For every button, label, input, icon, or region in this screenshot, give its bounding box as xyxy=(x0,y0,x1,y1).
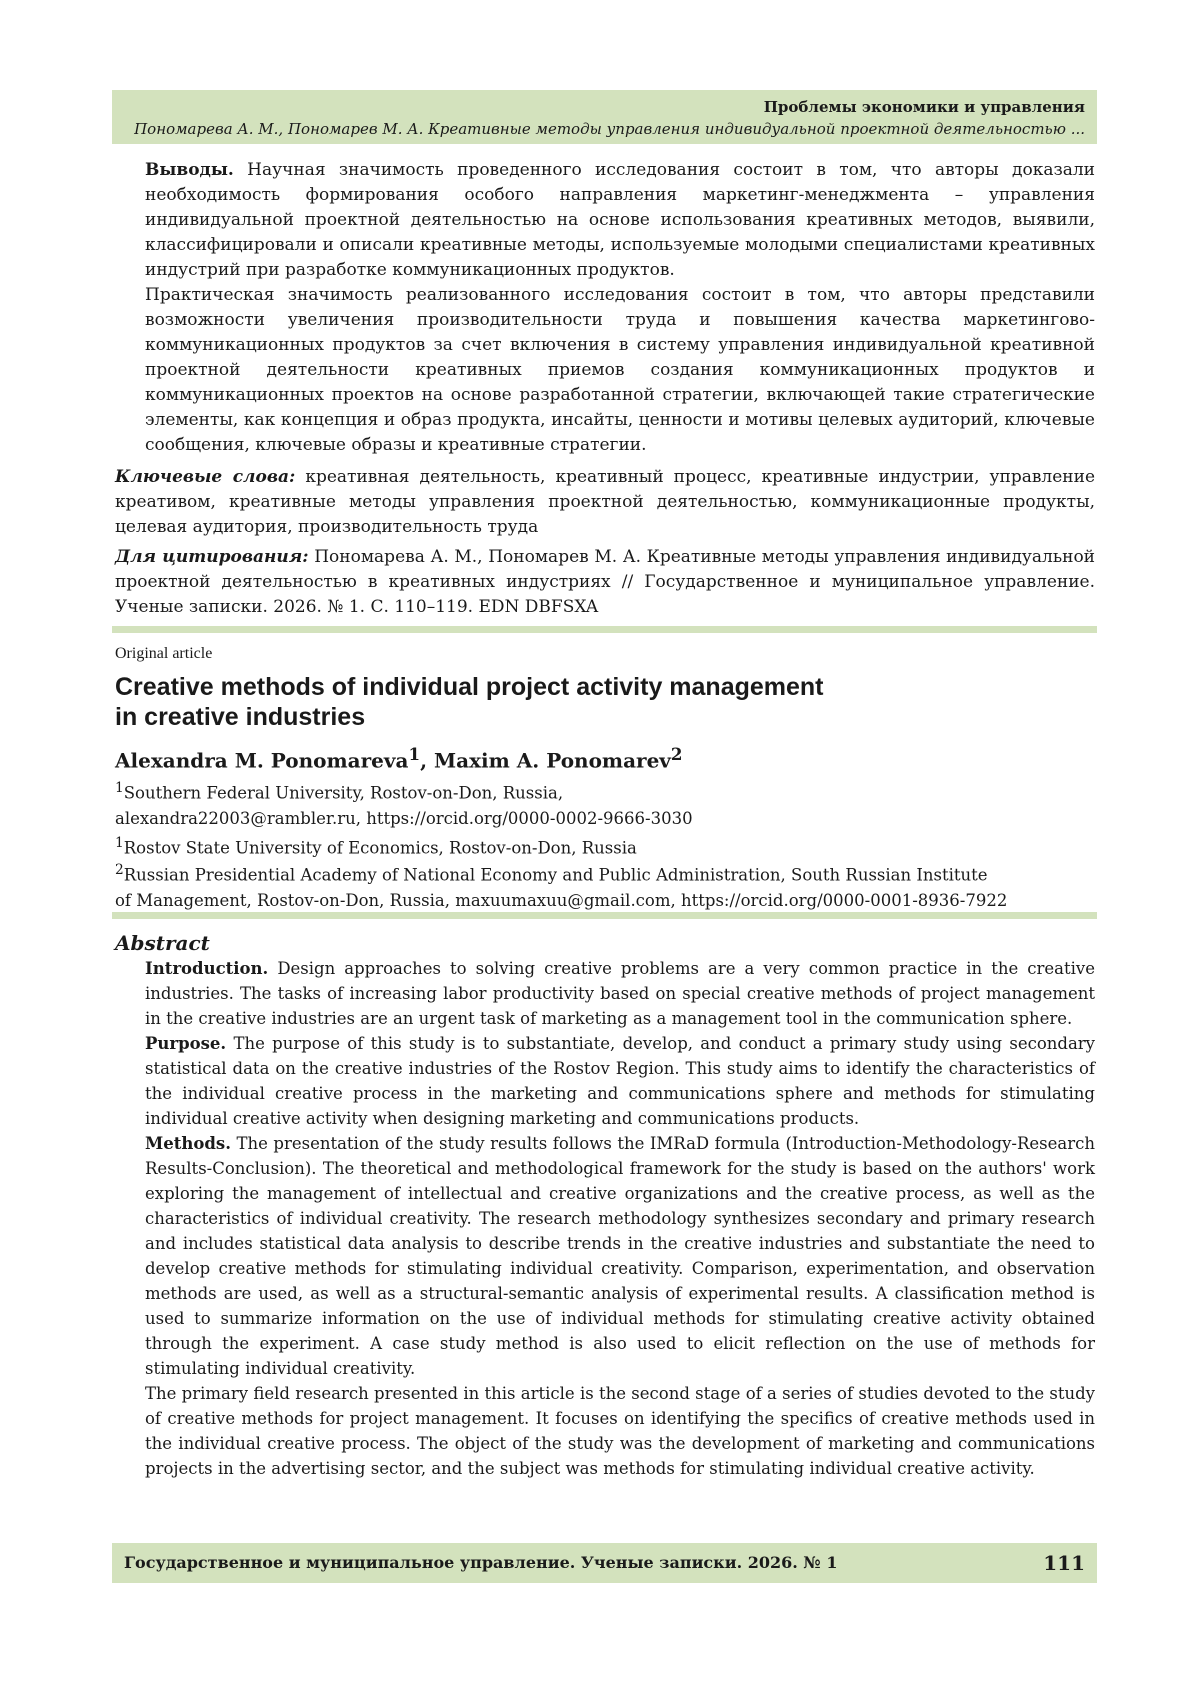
purpose-text: The purpose of this study is to substantiate, develop, and conduct a primary study using secondary statistical data on the creative industries of the Rostov Region. This study aims to identify the characteristics of the individual creative process in the marketing and communications sphere and methods for stimulating individual creative activity when designing marketing and communications products. xyxy=(145,1034,1095,1128)
purpose-label: Purpose. xyxy=(145,1034,227,1053)
running-header xyxy=(112,90,1097,144)
article-type: Original article xyxy=(115,645,213,662)
affiliation-2-sup: 2 xyxy=(115,862,124,878)
affiliation-1b xyxy=(115,831,1095,861)
title-line-1: Creative methods of individual project activity management xyxy=(115,673,824,701)
field-research-paragraph: The primary field research presented in this article is the second stage of a series of studies devoted to the study of creative methods for project management. It focuses on identifying the specifics of creative methods used in the individual creative process. The object of the study was the development of marketing and communications projects in the advertising sector, and the subject was methods for stimulating individual creative activity. xyxy=(145,1384,1095,1478)
practical-significance-paragraph: Практическая значимость реализованного исследования состоит в том, что авторы представили возможности увеличения производительности труда и повышения качества маркетингово-коммуникационных продуктов за счет включения в систему управления индивидуальной креативной проектной деятельности креативных приемов создания коммуникационных продуктов и коммуникационных проектов на основе разработанной стратегии, включающей такие стратегические элементы, как концепция и образ продукта, инсайты, ценности и мотивы целевых аудиторий, ключевые сообщения, ключевые образы и креативные стратегии. xyxy=(145,285,1095,455)
conclusions-paragraph xyxy=(145,158,1095,283)
affiliation-1-name: Southern Federal University, Rostov-on-Don, Russia, xyxy=(123,783,564,803)
introduction-label: Introduction. xyxy=(145,959,269,978)
affiliation-2-line-1 xyxy=(115,858,1095,888)
affiliation-1b-name: Rostov State University of Economics, Rostov-on-Don, Russia xyxy=(123,838,637,857)
title-line-2: in creative industries xyxy=(115,703,366,731)
russian-conclusions xyxy=(145,158,1095,458)
affiliation-1-sup: 1 xyxy=(115,780,124,796)
affiliation-2-name: Russian Presidential Academy of National Economy and Public Administration, South Russian Institute xyxy=(123,865,988,885)
methods-paragraph xyxy=(145,1131,1095,1381)
citation-paragraph xyxy=(115,545,1095,620)
affiliation-2 xyxy=(115,858,1095,913)
author-separator: , xyxy=(420,748,434,773)
keywords-label: Ключевые слова: xyxy=(115,467,296,487)
author-2: Maxim A. Ponomarev xyxy=(434,748,671,773)
affiliation-1-line-1 xyxy=(115,776,1095,806)
affiliation-1 xyxy=(115,776,1095,860)
introduction-text: Design approaches to solving creative problems are a very common practice in the creative industries. The tasks of increasing labor productivity based on special creative methods of project management in the creative industries are an urgent task of marketing as a management tool in the communication sphere. xyxy=(145,959,1095,1028)
journal-name: Проблемы экономики и управления xyxy=(763,98,1085,116)
page-footer xyxy=(112,1543,1097,1583)
section-divider-abstract xyxy=(112,912,1097,919)
author-1: Alexandra M. Ponomareva xyxy=(115,748,409,773)
introduction-paragraph xyxy=(145,956,1095,1031)
purpose-paragraph xyxy=(145,1031,1095,1131)
methods-text: The presentation of the study results follows the IMRaD formula (Introduction-Methodology-Research Results-Conclusion). The theoretical and methodological framework for the study is based on the authors' work exploring the management of intellectual and creative organizations and the creative process, as well as the characteristics of individual creativity. The research methodology synthesizes secondary and primary research and includes statistical data analysis to describe trends in the creative industries and substantiate the need to develop creative methods for stimulating individual creativity. Comparison, experimentation, and observation methods are used, as well as a structural-semantic analysis of experimental results. A classification method is used to summarize information on the use of individual methods for stimulating creative activity obtained through the experiment. A case study method is also used to elicit reflection on the use of methods for stimulating individual creativity. xyxy=(145,1134,1096,1378)
keywords-and-citation xyxy=(115,465,1095,625)
methods-label: Methods. xyxy=(145,1134,231,1153)
author-1-sup: 1 xyxy=(408,744,421,764)
keywords-text: креативная деятельность, креативный процесс, креативные индустрии, управление креативом, креативные методы управления проектной деятельностью, коммуникационные продукты, целевая аудитория, производительность труда xyxy=(115,467,1096,537)
conclusions-text: Научная значимость проведенного исследования состоит в том, что авторы доказали необходимость формирования особого направления маркетинг-менеджмента – управления индивидуальной проектной деятельностью на основе использования креативных методов, выявили, классифицировали и описали креативные методы, используемые молодыми специалистами креативных индустрий при разработке коммуникационных продуктов. xyxy=(145,160,1096,280)
citation-label: Для цитирования: xyxy=(115,547,309,567)
affiliation-1-line-2: alexandra22003@rambler.ru, https://orcid.org/0000-0002-9666-3030 xyxy=(115,808,693,828)
citation-text: Пономарева А. М., Пономарев М. А. Креативные методы управления индивидуальной проектной деятельностью в креативных индустриях // Государственное и муниципальное управление. Ученые записки. 2026. № 1. С. 110–119. EDN DBFSXA xyxy=(115,547,1096,617)
affiliation-1b-sup: 1 xyxy=(115,834,124,851)
page-number: 111 xyxy=(1043,1551,1085,1575)
affiliation-2-line-2: of Management, Rostov-on-Don, Russia, maxuumaxuu@gmail.com, https://orcid.org/0000-0001-8936-7922 xyxy=(115,890,1008,910)
author-2-sup: 2 xyxy=(670,744,683,764)
footer-journal-title: Государственное и муниципальное управление. Ученые записки. 2026. № 1 xyxy=(124,1553,838,1572)
authors xyxy=(115,740,683,775)
english-title xyxy=(115,672,1015,732)
abstract-body xyxy=(145,956,1095,1481)
section-divider-top xyxy=(112,626,1097,633)
abstract-heading: Abstract xyxy=(115,931,210,955)
keywords-paragraph xyxy=(115,465,1095,540)
conclusions-label: Выводы. xyxy=(145,160,234,180)
running-head-authors-title: Пономарева А. М., Пономарев М. А. Креативные методы управления индивидуальной проектной деятельностью ... xyxy=(134,120,1085,138)
